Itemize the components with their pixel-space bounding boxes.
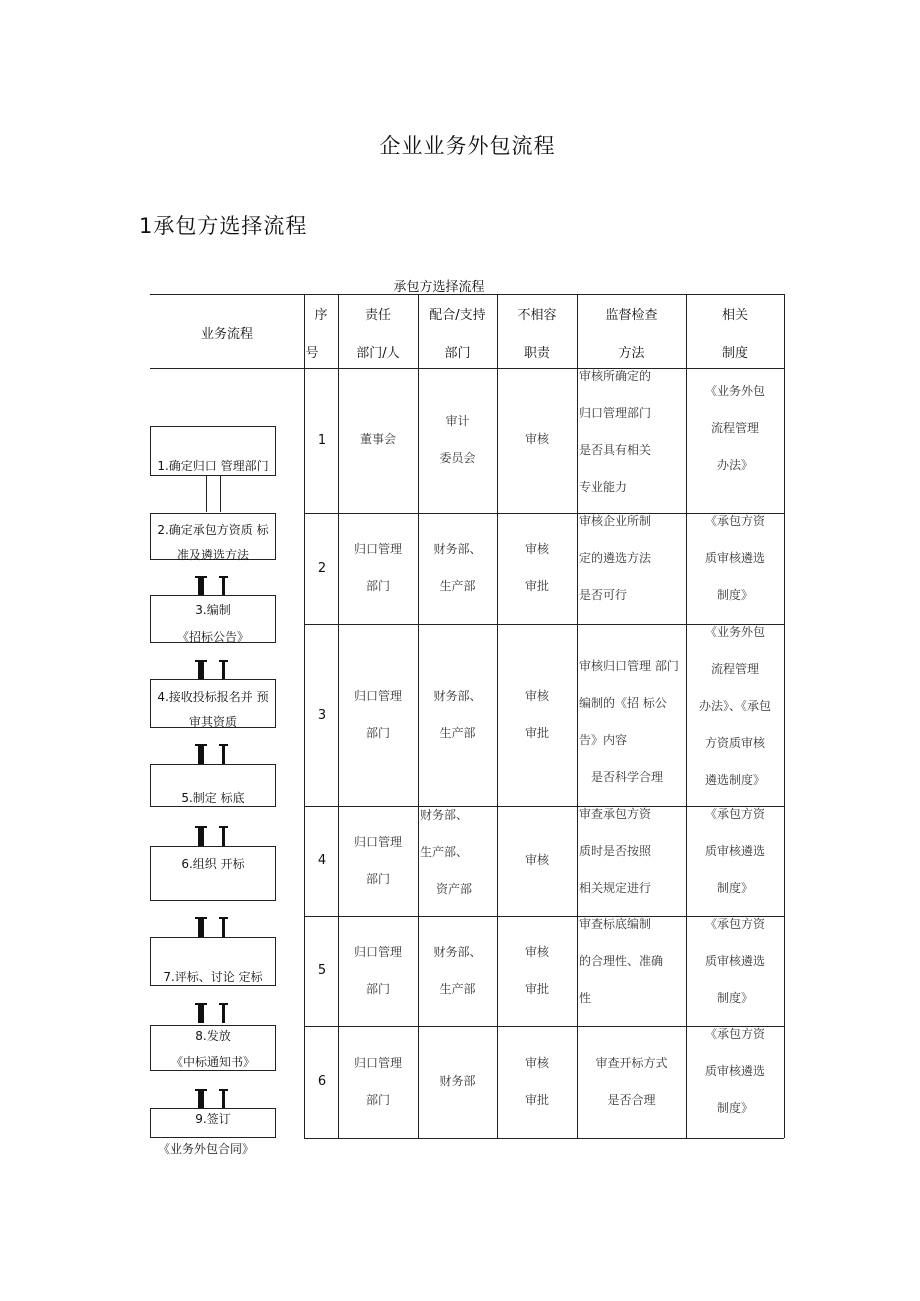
flow-connector — [206, 476, 221, 512]
row-6-seq: 6 — [317, 1074, 327, 1089]
row-3-incompatible: 审核 审批 — [524, 689, 549, 740]
document-title: 企业业务外包流程 — [379, 134, 556, 158]
header-system-1: 相关 — [721, 308, 748, 323]
row-1-seq: 1 — [317, 433, 327, 448]
row-5-responsible: 归口管理 部门 — [353, 945, 402, 996]
header-responsible-1: 责任 — [364, 308, 391, 323]
flow-step-5: 5.制定 标底 — [150, 764, 276, 807]
header-incompatible-2: 职责 — [523, 346, 550, 361]
header-responsible-2: 部门/人 — [356, 346, 400, 361]
row-5-seq: 5 — [317, 963, 327, 978]
row-4-seq: 4 — [317, 853, 327, 868]
row-5-cooperating: 财务部、 生产部 — [433, 945, 482, 996]
section-title: 1承包方选择流程 — [139, 214, 308, 238]
flow-step-6: 6.组织 开标 — [150, 846, 276, 901]
row-3-seq: 3 — [317, 708, 327, 723]
row-6-incompatible: 审核 审批 — [524, 1056, 549, 1107]
flow-arrow-icon — [196, 917, 236, 937]
row-6-method: 审查开标方式 是否合理 — [595, 1056, 668, 1107]
row-6-cooperating: 财务部 — [439, 1074, 476, 1088]
flow-arrow-icon — [196, 826, 236, 846]
row-2-seq: 2 — [317, 561, 327, 576]
header-business-flow: 业务流程 — [200, 327, 253, 342]
flow-step-2: 2.确定承包方资质 标 准及遴选方法 — [150, 513, 276, 560]
row-1-method: 审核所确定的 归口管理部门 是否具有相关 专业能力 — [579, 369, 652, 494]
header-seq-2: 号 — [305, 346, 319, 361]
flow-arrow-icon — [196, 1089, 236, 1109]
header-system-2: 制度 — [721, 346, 748, 361]
row-4-method: 审查承包方资 质时是否按照 相关规定进行 — [579, 807, 652, 895]
row-4-system: 《承包方资 质审核遴选 制度》 — [704, 807, 765, 895]
row-2-cooperating: 财务部、 生产部 — [433, 542, 482, 593]
flow-step-1: 1.确定归口 管理部门 — [150, 426, 276, 476]
row-1-cooperating: 审计 委员会 — [439, 414, 476, 465]
flow-arrow-icon — [196, 744, 236, 764]
header-method-2: 方法 — [618, 346, 645, 361]
row-3-responsible: 归口管理 部门 — [353, 689, 402, 740]
row-3-cooperating: 财务部、 生产部 — [433, 689, 482, 740]
header-cooperating-1: 配合/支持 — [429, 308, 486, 323]
header-method-1: 监督检查 — [605, 308, 658, 323]
row-2-system: 《承包方资 质审核遴选 制度》 — [704, 514, 765, 602]
flow-footnote: 《业务外包合同》 — [158, 1142, 255, 1156]
row-5-system: 《承包方资 质审核遴选 制度》 — [704, 917, 765, 1005]
header-seq-1: 序 — [314, 308, 328, 323]
row-6-system: 《承包方资 质审核遴选 制度》 — [704, 1027, 765, 1115]
row-1-responsible: 董事会 — [359, 432, 396, 446]
row-3-method: 审核归口管理 部门 编制的《招 标公 告》内容 是否科学合理 — [579, 659, 679, 784]
row-5-method: 审查标底编制 的合理性、准确 性 — [579, 917, 664, 1005]
flow-step-7: 7.评标、讨论 定标 — [150, 937, 276, 986]
row-2-method: 审核企业所制 定的遴选方法 是否可行 — [579, 514, 652, 602]
row-2-responsible: 归口管理 部门 — [353, 542, 402, 593]
row-4-responsible: 归口管理 部门 — [353, 835, 402, 886]
header-cooperating-2: 部门 — [444, 346, 471, 361]
row-4-incompatible: 审核 — [524, 853, 549, 867]
row-1-incompatible: 审核 — [524, 432, 549, 446]
flow-step-9: 9.签订 — [150, 1108, 276, 1138]
flow-step-8: 8.发放 《中标通知书》 — [150, 1025, 276, 1071]
flow-step-3: 3.编制 《招标公告》 — [150, 595, 276, 643]
row-3-system: 《业务外包 流程管理 办法》、《承包 方资质审核 遴选制度》 — [698, 625, 771, 787]
row-2-incompatible: 审核 审批 — [524, 542, 549, 593]
table-caption: 承包方选择流程 — [393, 280, 485, 295]
header-incompatible-1: 不相容 — [517, 308, 557, 323]
row-1-system: 《业务外包 流程管理 办法》 — [704, 384, 765, 472]
flow-arrow-icon — [196, 660, 236, 680]
flow-arrow-icon — [196, 576, 236, 596]
flow-arrow-icon — [196, 1003, 236, 1023]
row-5-incompatible: 审核 审批 — [524, 945, 549, 996]
flow-step-4: 4.接收投标报名并 预 审其资质 — [150, 679, 276, 728]
row-6-responsible: 归口管理 部门 — [353, 1056, 402, 1107]
row-4-cooperating: 财务部、 生产部、 资产部 — [420, 808, 473, 896]
